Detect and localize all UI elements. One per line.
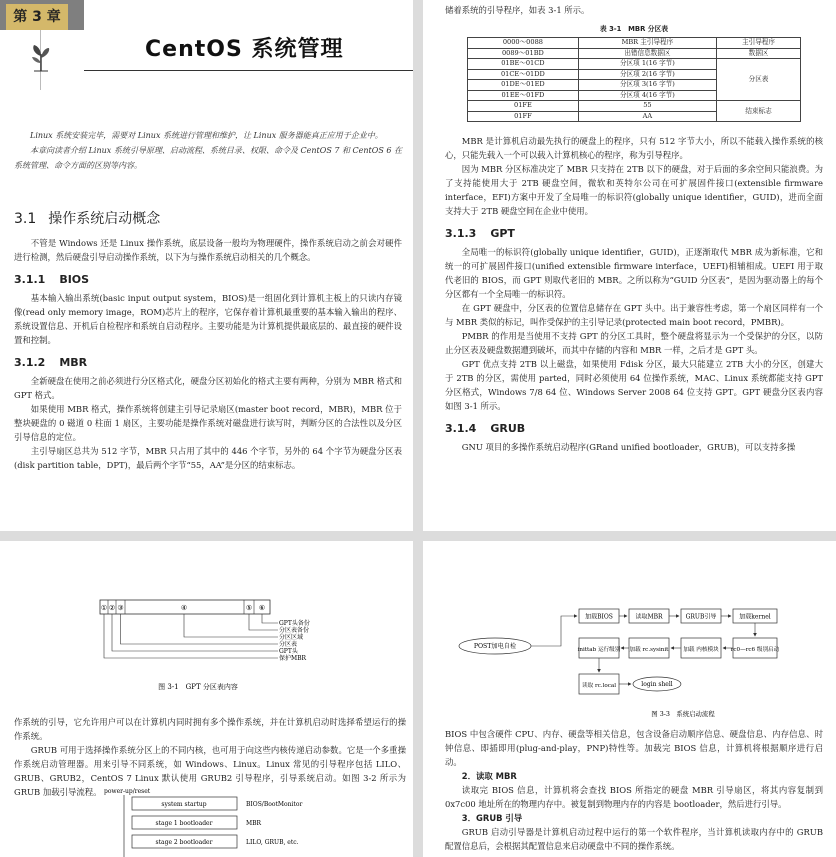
fig-label: 分区表 [279,641,298,648]
diagram-box-label: stage 1 bootloader [155,820,213,827]
node-label: rc0—rc6 级别启动 [730,647,780,653]
table-cell: 出错信息数据区 [578,48,716,59]
subheading: 3．GRUB 引导 [461,813,523,823]
section-title: MBR [59,356,88,369]
section-title: GPT [490,227,515,240]
table-cell: 01BE～01CD [468,59,579,70]
table-cell-merged: 分区表 [717,59,801,101]
section-title: 操作系统启动概念 [48,211,161,227]
figure-caption: 图 3-3 系统启动流程 [651,710,715,718]
section-number: 3.1.4 [445,422,477,435]
section-number: 3.1.3 [445,227,477,240]
page-3 [0,541,413,857]
paragraph: PMBR 的作用是当使用不支持 GPT 的分区工具时，整个硬盘将显示为一个受保护的分区，以防止分区表及硬盘数据遭到破坏，而其中存储的内容和 MBR 一样，之后才是 GPT 头。 [445,331,823,355]
diagram-side-label: BIOS/BootMonitor [246,801,303,808]
sprout-icon [28,42,54,72]
table-cell: 数据区 [717,48,801,59]
table-header-row [468,38,801,49]
paragraph: GNU 项目的多操作系统启动程序(GRand unified bootloader，GRUB)，可以支持多操 [461,442,796,452]
table-cell: 01FF [468,111,579,122]
paragraph: 主引导扇区总共为 512 字节，MBR 只占用了其中的 446 个字节，另外的 64 个字节为硬盘分区表(disk partition table，DPT)，最后两个字节“55，AA”是分区的结束标志。 [14,446,402,470]
node-label: inittab 运行级别 [577,647,621,653]
fig-cell-label: ④ [180,604,188,612]
node-label: login shell [641,681,673,688]
table-cell: 0000～0088 [468,38,579,49]
paragraph: GPT 优点支持 2TB 以上磁盘，如果使用 Fdisk 分区，最大只能建立 2TB 大小的分区，创建大于 2TB 的分区，需使用 parted，同时必须使用 64 位操作系统，MAC、Linux 系统都能支持 GPT 分区格式，Windows 7/8 64 位、Windows Server 2008 64 位支持 GPT。GPT 硬盘分区表内容如图 3-1 所示。 [445,359,823,411]
table-cell: 分区项 3(16 字节) [578,80,716,91]
table-cell: 分区项 4(16 字节) [578,90,716,101]
fig-cell-label: ⑤ [245,604,253,612]
chapter-label: 第 3 章 [6,4,68,30]
paragraph: 全局唯一的标识符(globally unique identifier，GUID)，正逐渐取代 MBR 成为新标准，它和统一的可扩展固件接口(unified extensible firmware interface，UEFI)相辅相成。UEFI 用于取代老旧的 BIOS，而 GPT 则取代老旧的 MBR。之所以称为“GUID 分区表”，是因为驱动器上的每个分区都有一个全局唯一的标识符。 [445,247,823,299]
grub-flow-figure [84,786,354,857]
page-4-body [445,727,823,853]
fig-label: 保护MBR [279,655,307,662]
fig-label: 分区表备份 [279,627,310,634]
fig-cell-label: ② [108,604,116,612]
gpt-layout-figure [98,599,310,707]
fig-label: GPT头 [279,648,298,655]
chapter-rule [84,70,413,71]
diagram-top-label: power-up/reset [104,788,151,795]
paragraph: 因为 MBR 分区标准决定了 MBR 只支持在 2TB 以下的硬盘，对于后面的多余空间只能浪费。为了支持能使用大于 2TB 硬盘空间，微软和英特尔公司在可扩展固件接口(extensible firmware interface，EFI)方案中开发了全局唯一的标识符(globally unique identifier，GUID)，进而全面支持大于 2TB 硬盘空间在企业中使用。 [445,164,823,216]
table-cell: 分区项 1(16 字节) [578,59,716,70]
section-heading-3-1-3 [445,227,823,240]
section-heading-3-1 [14,208,402,228]
section-number: 3.1 [14,211,37,227]
paragraph: BIOS 中包含硬件 CPU、内存、硬盘等相关信息，包含设备启动顺序信息、硬盘信息、内存信息、时钟信息、即插即用(plug-and-play，PNP)特性等。加载完 BIOS 信息，计算机将根据顺序进行启动。 [445,729,823,767]
diagram-side-label: MBR [246,820,262,827]
section-title: BIOS [59,273,90,286]
node-label: POST加电自检 [473,643,517,650]
node-label: 加载 内核模块 [683,647,719,653]
fig-cell-label: ⑥ [258,604,266,612]
mbr-table [467,37,801,122]
table-cell: 主引导程序 [717,38,801,49]
chapter-intro [14,128,402,173]
table-cell: 01DE～01ED [468,80,579,91]
paragraph: GRUB 可用于选择操作系统分区上的不同内核，也可用于向这些内核传递启动参数。它是一个多重操作系统启动管理器。用来引导不同系统，如 Windows、Linux。Linux 常见的引导程序包括 LILO、GRUB、GRUB2，CentOS 7 Linux 默认使用 GRUB2 引导程序，引导系统启动。如图 3-2 所示为 GRUB 加载引导流程。 [14,745,406,797]
table-caption: 表 3-1 MBR 分区表 [599,25,669,33]
node-label: 加载BIOS [585,613,613,621]
page-4 [423,541,836,857]
paragraph: 如果使用 MBR 格式，操作系统将创建主引导记录扇区(master boot record，MBR)，MBR 位于整块硬盘的 0 磁道 0 柱面 1 扇区，主要功能是操作系统对磁盘进行读写时，判断分区的合法性以及分区引导信息的定位。 [14,404,402,442]
intro-paragraph: Linux 系统安装完毕，需要对 Linux 系统进行管理和维护，让 Linux 服务器能真正应用于企业中。 [30,131,383,140]
section-title: GRUB [490,422,526,435]
table-row [468,101,801,112]
diagram-box-label: system startup [161,801,207,808]
node-label: 读取MBR [635,613,663,621]
fig-label: 分区区域 [279,634,304,641]
section-heading-3-1-2 [14,356,402,369]
paragraph: 在 GPT 硬盘中，分区表的位置信息储存在 GPT 头中。出于兼容性考虑，第一个扇区同样有一个与 MBR 类似的标记，叫作受保护的主引导记录(protected main boot record，PMBR)。 [445,303,823,327]
table-cell: 0089～01BD [468,48,579,59]
table-cell: MBR 主引导程序 [578,38,716,49]
node-label: 读取 rc.local [582,683,616,689]
fig-cell-label: ③ [117,604,124,612]
node-label: 加载kernel [739,613,771,621]
page-1-body [14,196,402,472]
page-2-body [445,134,823,454]
paragraph: MBR 是计算机启动最先执行的硬盘上的程序，只有 512 字节大小，所以不能载入操作系统的核心，只能先载入一个可以载入计算机核心的程序，称为引导程序。 [445,136,823,160]
page-1 [0,0,413,531]
table-cell: AA [578,111,716,122]
section-number: 3.1.1 [14,273,46,286]
section-heading-3-1-1 [14,273,402,286]
table-cell: 55 [578,101,716,112]
table-row [468,59,801,70]
paragraph: 储着系统的引导程序，如表 3-1 所示。 [445,5,590,15]
node-label: 加载 rc.sysinit [629,647,669,653]
node-label: GRUB引导 [685,613,717,621]
paragraph: GRUB 启动引导器是计算机启动过程中运行的第一个软件程序，当计算机读取内存中的 GRUB 配置信息后，会根据其配置信息来启动硬盘中不同的操作系统。 [445,827,823,851]
chapter-title: CentOS 系统管理 [145,37,344,62]
paragraph: 不管是 Windows 还是 Linux 操作系统，底层设备一般均为物理硬件，操作系统启动之前会对硬件进行检测，然后硬盘引导启动操作系统，以下为与操作系统启动相关的几个概念。 [14,238,402,262]
fig-cell-label: ① [100,604,108,612]
section-number: 3.1.2 [14,356,46,369]
boot-flow-figure [443,596,823,741]
paragraph: 作系统的引导，它允许用户可以在计算机内同时拥有多个操作系统，并在计算机启动时选择希望运行的操作系统。 [14,717,406,741]
diagram-side-label: LILO, GRUB, etc. [246,839,299,846]
table-row [468,48,801,59]
paragraph: 读取完 BIOS 信息，计算机将会查找 BIOS 所指定的硬盘 MBR 引导扇区，将其内容复制到 0x7c00 地址所在的物理内存中。被复制到物理内存的内容是 bootloader，然后进行引导。 [445,785,823,809]
figure-caption: 图 3-1 GPT 分区表内容 [158,683,238,691]
table-cell: 01FE [468,101,579,112]
fig-label: GPT头备份 [279,620,310,627]
table-cell: 分区项 2(16 字节) [578,69,716,80]
diagram-box-label: stage 2 bootloader [155,839,213,846]
intro-paragraph: 本章向读者介绍 Linux 系统引导原理、启动流程、系统目录、权限、命令及 CentOS 7 和 CentOS 6 在系统管理、命令方面的区别等内容。 [14,146,402,170]
page-2 [423,0,836,531]
section-heading-3-1-4 [445,422,823,435]
table-cell: 01CE～01DD [468,69,579,80]
page-2-top [445,3,823,122]
table-cell: 01EE～01FD [468,90,579,101]
paragraph: 全新硬盘在使用之前必须进行分区格式化，硬盘分区初始化的格式主要有两种，分别为 MBR 格式和 GPT 格式。 [14,376,402,400]
paragraph: 基本输入输出系统(basic input output system，BIOS)是一组固化到计算机主板上的只读内存镜像(read only memory image，ROM)芯片上的程序，它保存着计算机最重要的基本输入输出的程序、系统设置信息、开机后自检程序和系统自启动程序。主要功能是为计算机提供最底层的、最直接的硬件设置和控制。 [14,293,402,345]
table-cell-merged: 结束标志 [717,101,801,122]
subheading: 2．读取 MBR [461,771,517,781]
